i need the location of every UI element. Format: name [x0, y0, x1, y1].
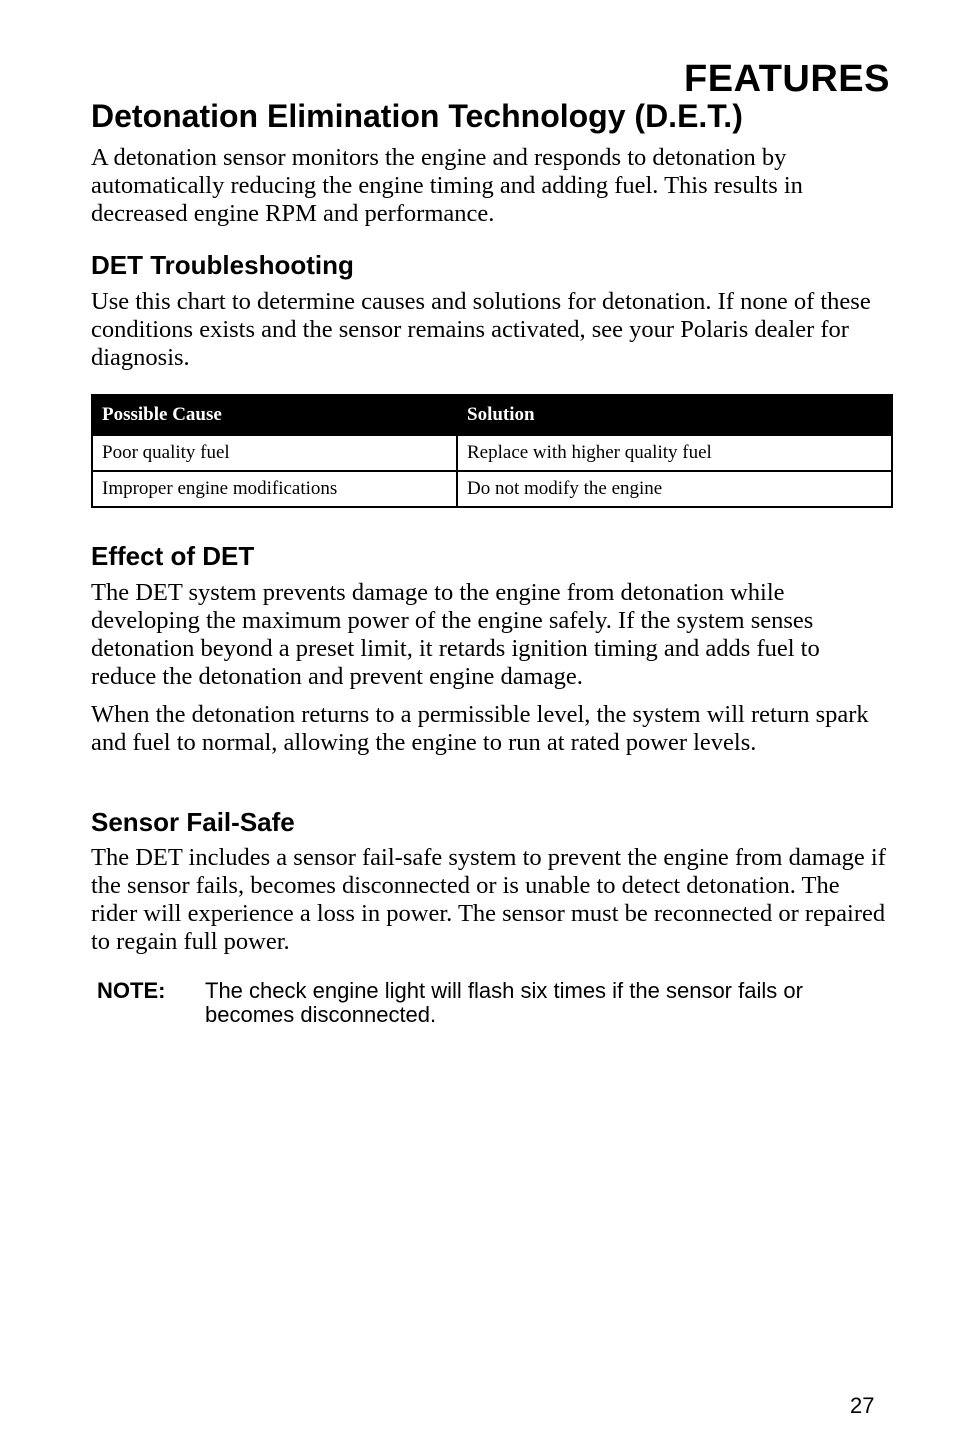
- table-row: [92, 435, 892, 471]
- note-text: The check engine light will flash six times if the sensor fails or becomes disconnected.: [205, 978, 803, 1027]
- table-cell-solution: Do not modify the engine: [457, 471, 892, 507]
- intro-paragraph: A detonation sensor monitors the engine and responds to detonation by automatically reducing the engine timing and adding fuel. This results in decreased engine RPM and performance.: [91, 144, 803, 227]
- page-number: 27: [850, 1393, 875, 1418]
- heading-effect-of-det: Effect of DET: [91, 541, 255, 571]
- troubleshooting-table: [91, 394, 893, 508]
- table-cell-solution: Replace with higher quality fuel: [457, 435, 892, 471]
- effect-paragraph-2: When the detonation returns to a permissible level, the system will return spark and fuel to normal, allowing the engine to run at rated power levels.: [91, 701, 869, 756]
- page-title: Detonation Elimination Technology (D.E.T.): [91, 98, 743, 134]
- section-header: FEATURES: [684, 58, 890, 100]
- table-header-row: [92, 395, 892, 435]
- column-header-solution: Solution: [457, 395, 892, 435]
- column-header-cause: Possible Cause: [92, 395, 457, 435]
- table-cell-cause: Improper engine modifications: [92, 471, 457, 507]
- troubleshooting-paragraph: Use this chart to determine causes and solutions for detonation. If none of these conditions exists and the sensor remains activated, see your Polaris dealer for diagnosis.: [91, 288, 871, 371]
- note-label: NOTE:: [97, 978, 166, 1003]
- effect-paragraph-1: The DET system prevents damage to the engine from detonation while developing the maximum power of the engine safely. If the system senses detonation beyond a preset limit, it retards ignition timing and adds fuel to reduce the detonation and prevent engine damage.: [91, 579, 820, 690]
- heading-det-troubleshooting: DET Troubleshooting: [91, 250, 354, 280]
- failsafe-paragraph: The DET includes a sensor fail-safe system to prevent the engine from damage if the sensor fails, becomes disconnected or is unable to detect detonation. The rider will experience a loss in power. The sensor must be reconnected or repaired to regain full power.: [91, 844, 886, 955]
- table-cell-cause: Poor quality fuel: [92, 435, 457, 471]
- table-row: [92, 471, 892, 507]
- heading-sensor-fail-safe: Sensor Fail-Safe: [91, 807, 295, 837]
